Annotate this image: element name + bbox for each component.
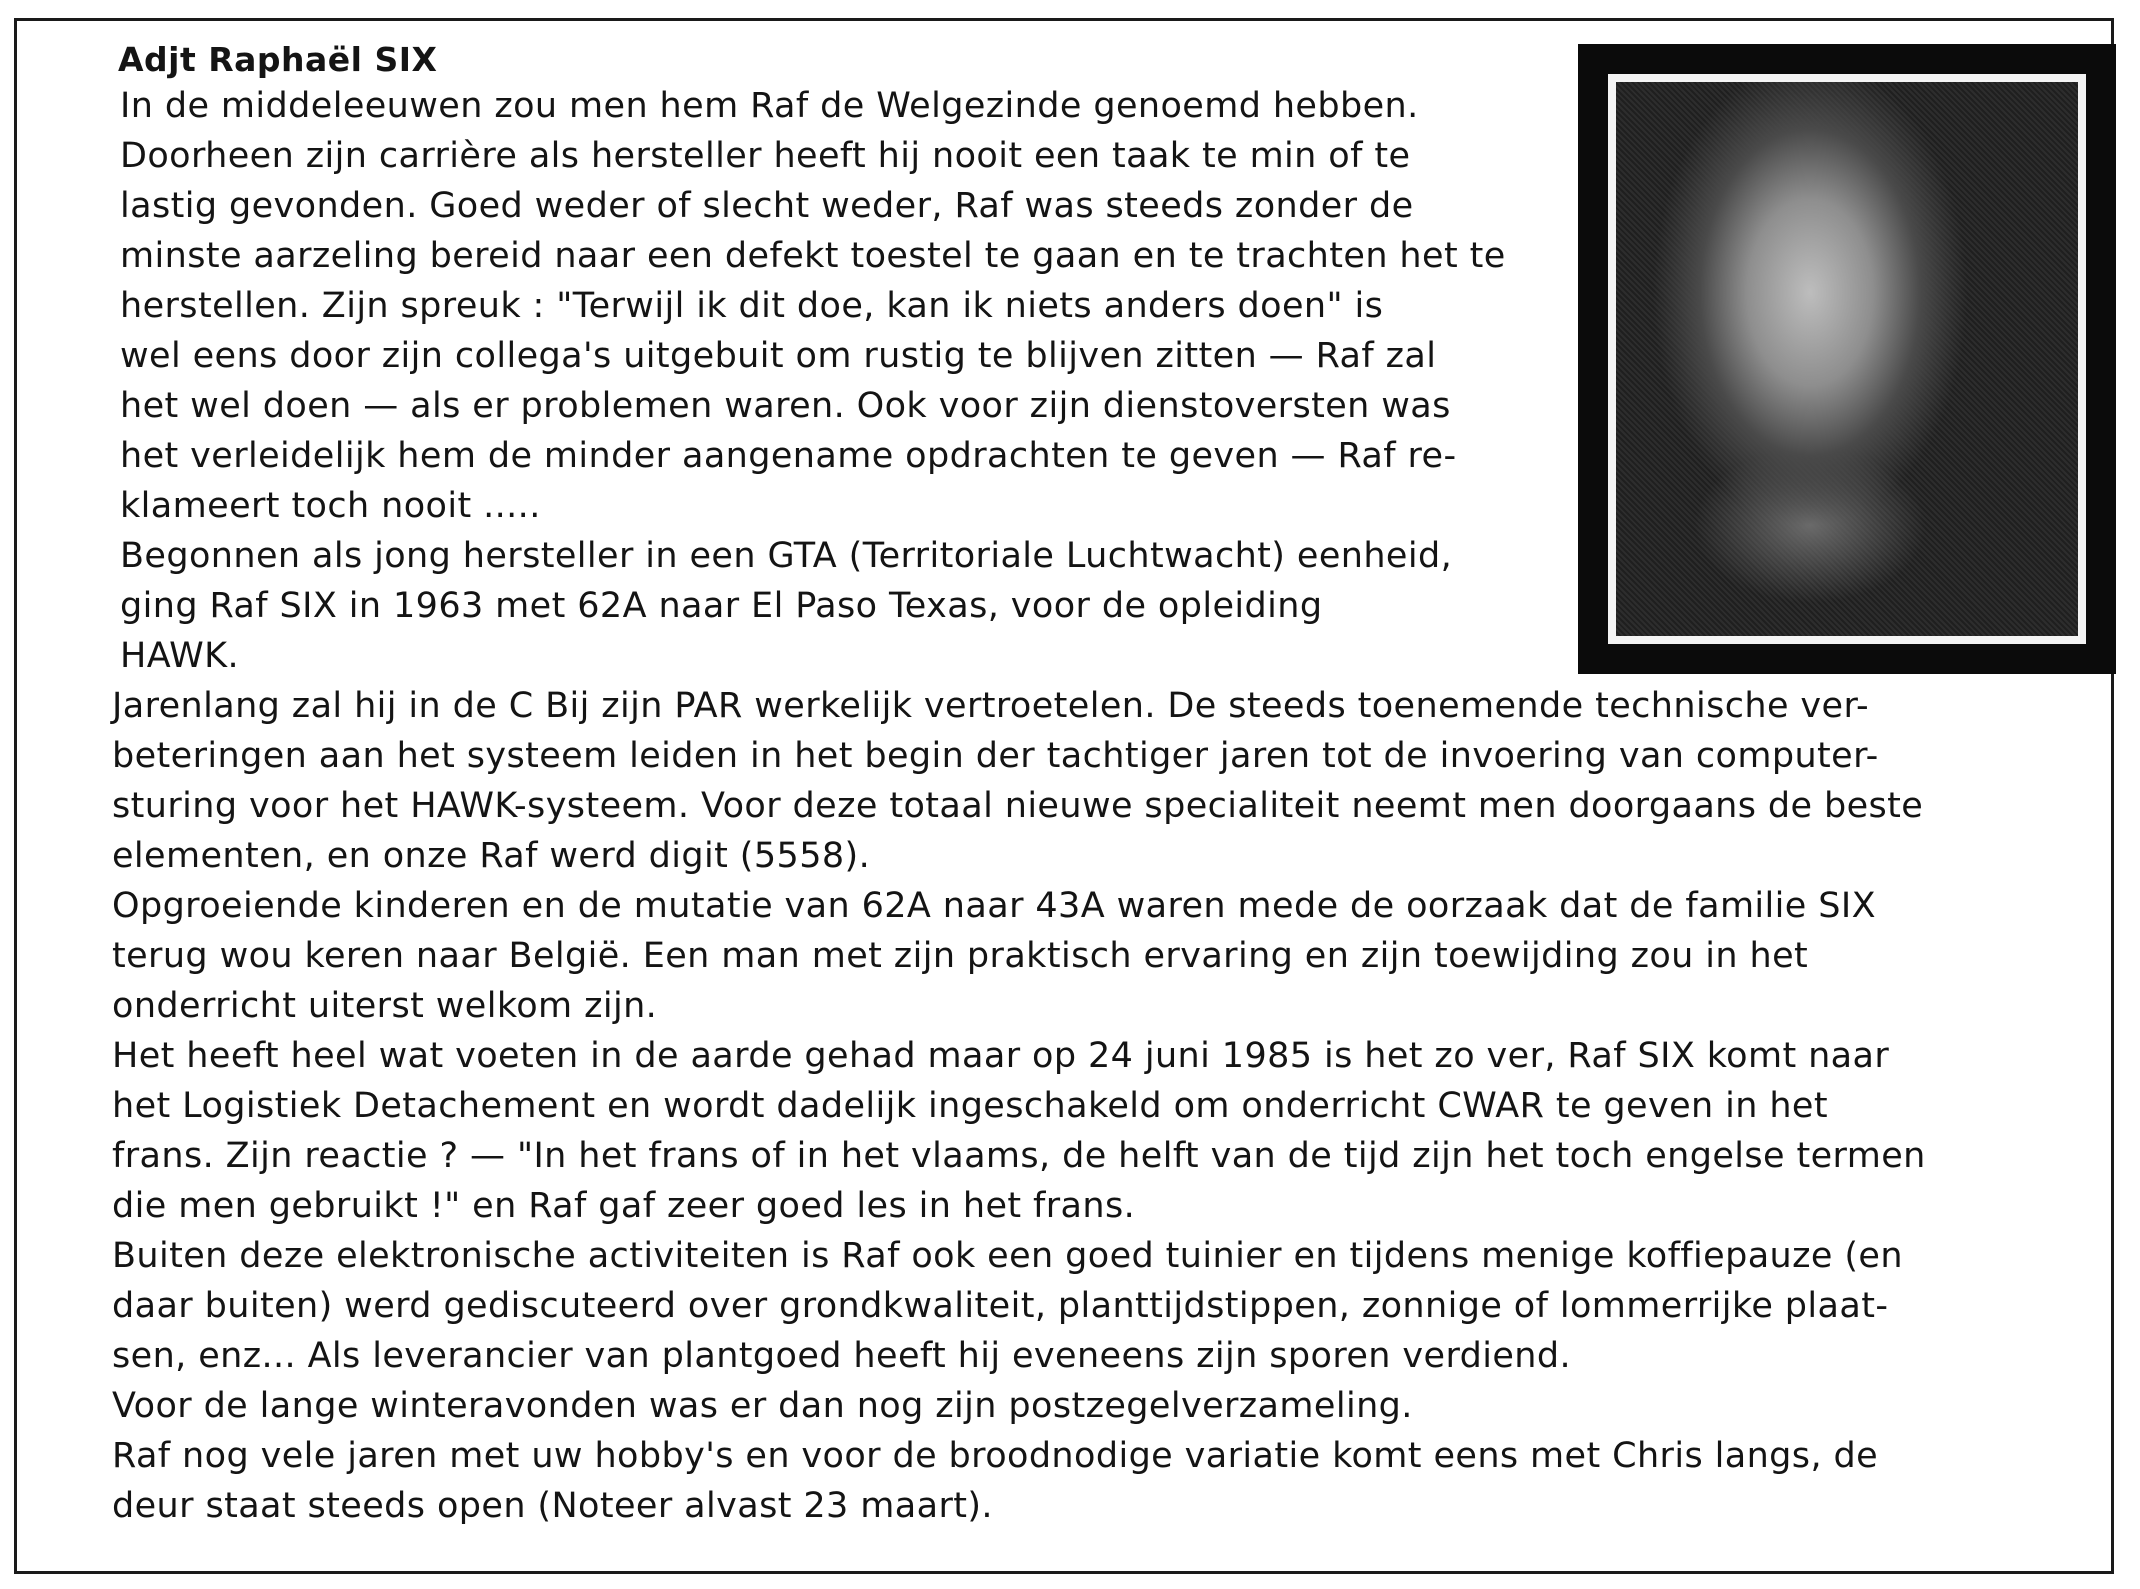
text-line: Het heeft heel wat voeten in de aarde gehad maar op 24 juni 1985 is het zo ver, Raf SIX komt naar bbox=[112, 1036, 1890, 1076]
article-title: Adjt Raphaël SIX bbox=[118, 40, 438, 79]
text-line: Jarenlang zal hij in de C Bij zijn PAR werkelijk vertroetelen. De steeds toenemende technische ver- bbox=[112, 686, 1870, 726]
text-line: Begonnen als jong hersteller in een GTA (Territoriale Luchtwacht) eenheid, bbox=[120, 536, 1453, 576]
text-line: ging Raf SIX in 1963 met 62A naar El Paso Texas, voor de opleiding bbox=[120, 586, 1323, 626]
text-line: Raf nog vele jaren met uw hobby's en voor de broodnodige variatie komt eens met Chris langs, de bbox=[112, 1436, 1879, 1476]
text-line: Doorheen zijn carrière als hersteller heeft hij nooit een taak te min of te bbox=[120, 136, 1411, 176]
text-line: lastig gevonden. Goed weder of slecht weder, Raf was steeds zonder de bbox=[120, 186, 1414, 226]
text-line: In de middeleeuwen zou men hem Raf de Welgezinde genoemd hebben. bbox=[120, 86, 1419, 126]
text-line: wel eens door zijn collega's uitgebuit om rustig te blijven zitten — Raf zal bbox=[120, 336, 1437, 376]
text-line: deur staat steeds open (Noteer alvast 23 maart). bbox=[112, 1486, 993, 1526]
text-line: elementen, en onze Raf werd digit (5558). bbox=[112, 836, 871, 876]
portrait-image bbox=[1608, 74, 2086, 644]
portrait-photo bbox=[1578, 44, 2116, 674]
text-line: het wel doen — als er problemen waren. Ook voor zijn dienstoversten was bbox=[120, 386, 1451, 426]
text-line: sen, enz... Als leverancier van plantgoed heeft hij eveneens zijn sporen verdiend. bbox=[112, 1336, 1572, 1376]
text-line: herstellen. Zijn spreuk : "Terwijl ik dit doe, kan ik niets anders doen" is bbox=[120, 286, 1384, 326]
text-line: klameert toch nooit ..... bbox=[120, 486, 541, 526]
text-line: Buiten deze elektronische activiteiten is Raf ook een goed tuinier en tijdens menige koffiepauze (en bbox=[112, 1236, 1903, 1276]
text-line: minste aarzeling bereid naar een defekt toestel te gaan en te trachten het te bbox=[120, 236, 1506, 276]
text-line: Opgroeiende kinderen en de mutatie van 62A naar 43A waren mede de oorzaak dat de familie SIX bbox=[112, 886, 1876, 926]
text-line: frans. Zijn reactie ? — "In het frans of in het vlaams, de helft van de tijd zijn het toch engelse termen bbox=[112, 1136, 1926, 1176]
text-line: sturing voor het HAWK-systeem. Voor deze totaal nieuwe specialiteit neemt men doorgaans de beste bbox=[112, 786, 1924, 826]
text-line: het verleidelijk hem de minder aangename opdrachten te geven — Raf re- bbox=[120, 436, 1457, 476]
text-line: daar buiten) werd gediscuteerd over grondkwaliteit, planttijdstippen, zonnige of lommerrijke plaat- bbox=[112, 1286, 1889, 1326]
text-line: HAWK. bbox=[120, 636, 240, 676]
text-line: onderricht uiterst welkom zijn. bbox=[112, 986, 658, 1026]
text-line: Voor de lange winteravonden was er dan nog zijn postzegelverzameling. bbox=[112, 1386, 1413, 1426]
text-line: beteringen aan het systeem leiden in het begin der tachtiger jaren tot de invoering van computer- bbox=[112, 736, 1879, 776]
text-line: terug wou keren naar België. Een man met zijn praktisch ervaring en zijn toewijding zou in het bbox=[112, 936, 1809, 976]
text-line: het Logistiek Detachement en wordt dadelijk ingeschakeld om onderricht CWAR te geven in het bbox=[112, 1086, 1828, 1126]
text-line: die men gebruikt !" en Raf gaf zeer goed les in het frans. bbox=[112, 1186, 1136, 1226]
